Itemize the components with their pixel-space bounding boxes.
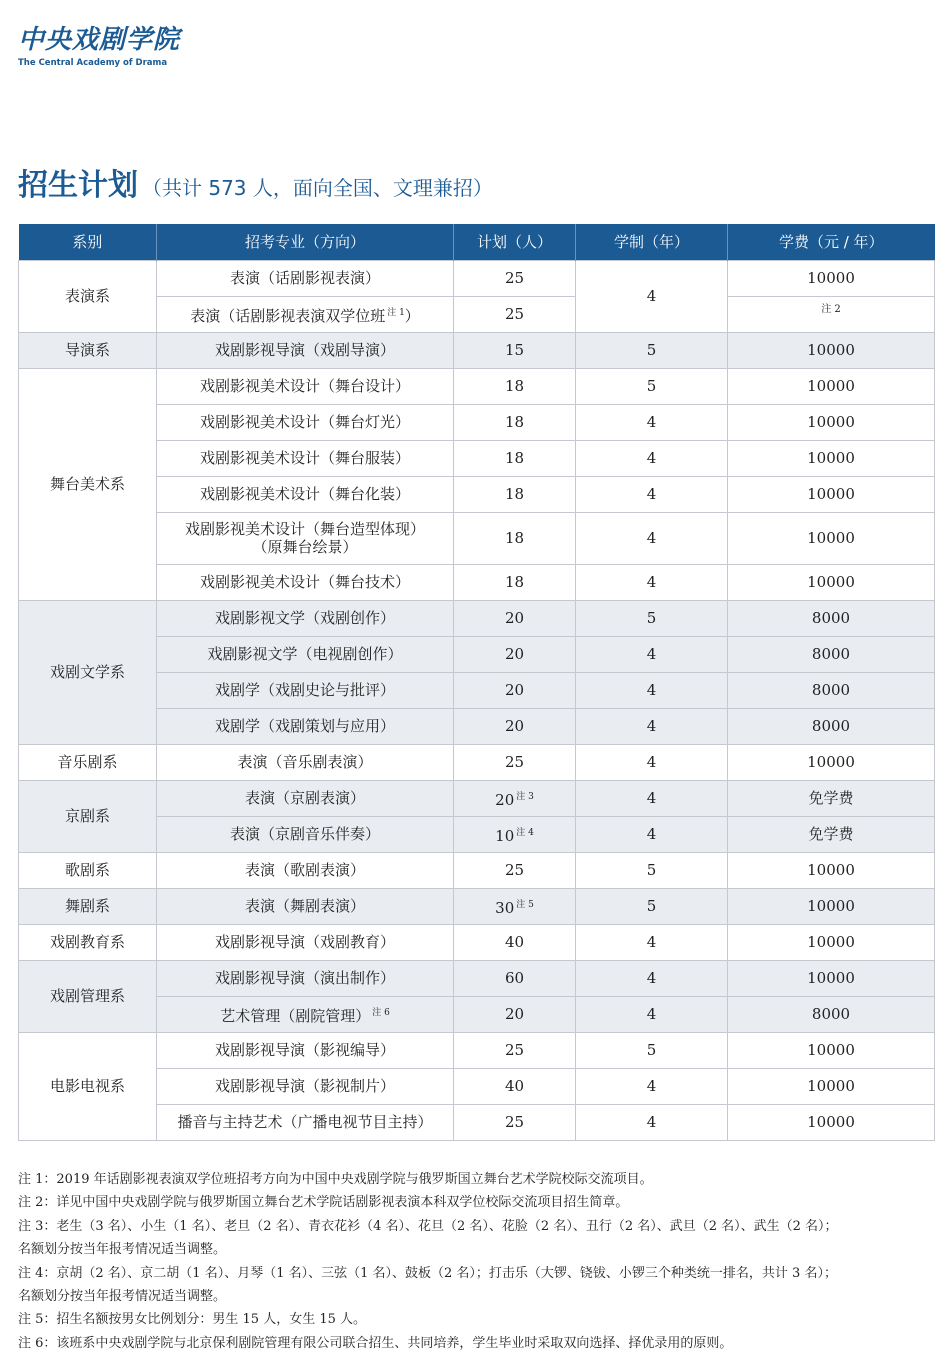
fee-cell: 10000 bbox=[728, 1068, 935, 1104]
fee-cell: 10000 bbox=[728, 404, 935, 440]
plan-cell: 20 bbox=[454, 996, 576, 1032]
dept-cell: 戏剧管理系 bbox=[19, 960, 157, 1032]
major-cell: 戏剧影视美术设计（舞台技术） bbox=[157, 564, 454, 600]
footnotes bbox=[18, 1168, 934, 1355]
major-line-2: （原舞台绘景） bbox=[252, 538, 358, 556]
plan-cell bbox=[454, 816, 576, 852]
major-cell: 戏剧影视文学（电视剧创作） bbox=[157, 636, 454, 672]
academy-logo bbox=[18, 24, 180, 68]
years-cell: 5 bbox=[576, 600, 728, 636]
table-row bbox=[19, 512, 935, 564]
major-cell: 表演（舞剧表演） bbox=[157, 888, 454, 924]
major-cell: 戏剧影视文学（戏剧创作） bbox=[157, 600, 454, 636]
plan-cell: 25 bbox=[454, 296, 576, 332]
fee-cell: 10000 bbox=[728, 960, 935, 996]
years-cell: 4 bbox=[576, 404, 728, 440]
fee-cell: 8000 bbox=[728, 672, 935, 708]
plan-cell: 18 bbox=[454, 476, 576, 512]
fee-cell: 10000 bbox=[728, 744, 935, 780]
dept-cell: 导演系 bbox=[19, 332, 157, 368]
dept-cell: 戏剧文学系 bbox=[19, 600, 157, 744]
plan-cell: 15 bbox=[454, 332, 576, 368]
fee-cell: 8000 bbox=[728, 636, 935, 672]
plan-value: 30 bbox=[495, 898, 515, 917]
fee-cell: 10000 bbox=[728, 512, 935, 564]
footnote-1: 注 1：2019 年话剧影视表演双学位班招考方向为中国中央戏剧学院与俄罗斯国立舞台艺术学院校际交流项目。 bbox=[18, 1172, 653, 1187]
dept-cell: 京剧系 bbox=[19, 780, 157, 852]
footnote-2: 注 2：详见中国中央戏剧学院与俄罗斯国立舞台艺术学院话剧影视表演本科双学位校际交流项目招生简章。 bbox=[18, 1195, 629, 1211]
years-cell: 4 bbox=[576, 512, 728, 564]
enrollment-table bbox=[18, 224, 935, 1141]
table-row bbox=[19, 996, 935, 1032]
plan-cell: 18 bbox=[454, 564, 576, 600]
table-row bbox=[19, 440, 935, 476]
major-text: 艺术管理（剧院管理） bbox=[220, 1006, 371, 1025]
years-cell: 5 bbox=[576, 1032, 728, 1068]
major-cell: 表演（话剧影视表演） bbox=[157, 260, 454, 296]
plan-value: 10 bbox=[495, 826, 515, 845]
plan-cell: 18 bbox=[454, 512, 576, 564]
table-row bbox=[19, 260, 935, 296]
table-row bbox=[19, 1068, 935, 1104]
page-title: 招生计划 bbox=[18, 168, 138, 203]
major-cell bbox=[157, 296, 454, 332]
plan-cell: 18 bbox=[454, 440, 576, 476]
major-cell bbox=[157, 512, 454, 564]
footnote-ref: 注 5 bbox=[516, 899, 534, 910]
fee-cell: 免学费 bbox=[728, 780, 935, 816]
footnote-ref: 注 4 bbox=[516, 827, 534, 838]
years-cell: 4 bbox=[576, 672, 728, 708]
table-row bbox=[19, 960, 935, 996]
table-row bbox=[19, 708, 935, 744]
footnote-6: 注 6：该班系中央戏剧学院与北京保利剧院管理有限公司联合招生、共同培养，学生毕业时采取双向选择、择优录用的原则。 bbox=[18, 1335, 733, 1351]
fee-cell: 免学费 bbox=[728, 816, 935, 852]
plan-cell bbox=[454, 780, 576, 816]
fee-cell: 10000 bbox=[728, 332, 935, 368]
footnote-ref: 注 1 bbox=[387, 307, 405, 318]
plan-cell: 25 bbox=[454, 852, 576, 888]
header-plan: 计划（人） bbox=[454, 224, 576, 260]
major-cell: 戏剧学（戏剧策划与应用） bbox=[157, 708, 454, 744]
plan-cell: 40 bbox=[454, 1068, 576, 1104]
major-cell: 戏剧影视导演（戏剧导演） bbox=[157, 332, 454, 368]
major-line-1: 戏剧影视美术设计（舞台造型体现） bbox=[184, 520, 425, 538]
logo-english: The Central Academy of Drama bbox=[18, 58, 168, 68]
fee-cell: 10000 bbox=[728, 924, 935, 960]
fee-cell: 10000 bbox=[728, 476, 935, 512]
table-row bbox=[19, 852, 935, 888]
major-cell: 戏剧影视美术设计（舞台化装） bbox=[157, 476, 454, 512]
plan-cell: 40 bbox=[454, 924, 576, 960]
dept-cell: 戏剧教育系 bbox=[19, 924, 157, 960]
table-row bbox=[19, 600, 935, 636]
years-cell: 5 bbox=[576, 888, 728, 924]
major-cell: 戏剧影视导演（影视制片） bbox=[157, 1068, 454, 1104]
dept-cell: 歌剧系 bbox=[19, 852, 157, 888]
fee-cell: 10000 bbox=[728, 564, 935, 600]
footnote-ref: 注 3 bbox=[516, 791, 534, 802]
footnote-4: 注 4：京胡（2 名）、京二胡（1 名）、月琴（1 名）、三弦（1 名）、鼓板（2 名）；打击乐（大锣、铙钹、小锣三个种类统一排名，共计 3 名）； bbox=[18, 1265, 837, 1281]
major-cell: 戏剧影视美术设计（舞台服装） bbox=[157, 440, 454, 476]
fee-cell: 10000 bbox=[728, 852, 935, 888]
footnote-3-cont: 名额划分按当年报考情况适当调整。 bbox=[18, 1242, 227, 1258]
years-cell: 4 bbox=[576, 1068, 728, 1104]
years-cell: 5 bbox=[576, 332, 728, 368]
plan-cell: 25 bbox=[454, 1032, 576, 1068]
plan-cell: 18 bbox=[454, 404, 576, 440]
years-cell: 4 bbox=[576, 708, 728, 744]
table-row bbox=[19, 1104, 935, 1140]
plan-cell: 20 bbox=[454, 636, 576, 672]
table-row bbox=[19, 816, 935, 852]
header-fee: 学费（元 / 年） bbox=[728, 224, 935, 260]
plan-cell: 18 bbox=[454, 368, 576, 404]
dept-cell: 音乐剧系 bbox=[19, 744, 157, 780]
plan-cell: 25 bbox=[454, 260, 576, 296]
footnote-3: 注 3：老生（3 名）、小生（1 名）、老旦（2 名）、青衣花衫（4 名）、花旦（2 名）、花脸（2 名）、丑行（2 名）、武旦（2 名）、武生（2 名）； bbox=[18, 1218, 838, 1234]
years-cell: 4 bbox=[576, 440, 728, 476]
table-row bbox=[19, 780, 935, 816]
dept-cell: 电影电视系 bbox=[19, 1032, 157, 1140]
fee-cell: 10000 bbox=[728, 440, 935, 476]
major-cell: 表演（京剧表演） bbox=[157, 780, 454, 816]
plan-cell: 25 bbox=[454, 1104, 576, 1140]
fee-cell: 10000 bbox=[728, 368, 935, 404]
major-cell: 戏剧影视导演（戏剧教育） bbox=[157, 924, 454, 960]
footnote-ref: 注 6 bbox=[372, 1007, 390, 1018]
logo-chinese: 中央戏剧学院 bbox=[18, 25, 181, 55]
table-row bbox=[19, 404, 935, 440]
table-row bbox=[19, 332, 935, 368]
years-cell: 4 bbox=[576, 960, 728, 996]
header-major: 招考专业（方向） bbox=[157, 224, 454, 260]
plan-cell: 20 bbox=[454, 600, 576, 636]
plan-cell: 20 bbox=[454, 708, 576, 744]
years-cell: 4 bbox=[576, 1104, 728, 1140]
dept-cell: 表演系 bbox=[19, 260, 157, 332]
dept-cell: 舞台美术系 bbox=[19, 368, 157, 600]
years-cell: 4 bbox=[576, 476, 728, 512]
major-text: 表演（话剧影视表演双学位班 bbox=[190, 306, 386, 325]
years-cell: 5 bbox=[576, 852, 728, 888]
years-cell: 4 bbox=[576, 260, 728, 332]
table-row bbox=[19, 744, 935, 780]
table-row bbox=[19, 924, 935, 960]
years-cell: 4 bbox=[576, 636, 728, 672]
plan-cell: 25 bbox=[454, 744, 576, 780]
footnote-5: 注 5：招生名额按男女比例划分：男生 15 人，女生 15 人。 bbox=[18, 1312, 367, 1328]
major-cell: 戏剧学（戏剧史论与批评） bbox=[157, 672, 454, 708]
header-years: 学制（年） bbox=[576, 224, 728, 260]
fee-cell: 8000 bbox=[728, 996, 935, 1032]
table-row bbox=[19, 564, 935, 600]
years-cell: 4 bbox=[576, 924, 728, 960]
table-row bbox=[19, 1032, 935, 1068]
fee-cell: 10000 bbox=[728, 1032, 935, 1068]
major-cell: 戏剧影视导演（影视编导） bbox=[157, 1032, 454, 1068]
years-cell: 4 bbox=[576, 780, 728, 816]
major-text-end: ） bbox=[404, 306, 420, 325]
major-cell: 表演（歌剧表演） bbox=[157, 852, 454, 888]
fee-cell: 8000 bbox=[728, 600, 935, 636]
years-cell: 4 bbox=[576, 996, 728, 1032]
years-cell: 4 bbox=[576, 744, 728, 780]
years-cell: 4 bbox=[576, 564, 728, 600]
major-cell: 戏剧影视美术设计（舞台灯光） bbox=[157, 404, 454, 440]
major-cell: 表演（音乐剧表演） bbox=[157, 744, 454, 780]
table-row bbox=[19, 296, 935, 332]
fee-cell: 8000 bbox=[728, 708, 935, 744]
header-dept: 系别 bbox=[19, 224, 157, 260]
table-header-row bbox=[19, 224, 935, 260]
fee-cell: 10000 bbox=[728, 260, 935, 296]
years-cell: 4 bbox=[576, 816, 728, 852]
table-row bbox=[19, 636, 935, 672]
plan-cell: 20 bbox=[454, 672, 576, 708]
plan-cell: 60 bbox=[454, 960, 576, 996]
page-heading bbox=[18, 160, 493, 204]
table-row bbox=[19, 888, 935, 924]
years-cell: 5 bbox=[576, 368, 728, 404]
major-cell: 戏剧影视美术设计（舞台设计） bbox=[157, 368, 454, 404]
fee-cell: 10000 bbox=[728, 1104, 935, 1140]
fee-cell: 注 2 bbox=[728, 296, 935, 332]
table-row bbox=[19, 368, 935, 404]
table-row bbox=[19, 672, 935, 708]
fee-cell: 10000 bbox=[728, 888, 935, 924]
major-cell: 戏剧影视导演（演出制作） bbox=[157, 960, 454, 996]
table-row bbox=[19, 476, 935, 512]
plan-value: 20 bbox=[495, 790, 515, 809]
dept-cell: 舞剧系 bbox=[19, 888, 157, 924]
plan-cell bbox=[454, 888, 576, 924]
major-cell: 播音与主持艺术（广播电视节目主持） bbox=[157, 1104, 454, 1140]
footnote-4-cont: 名额划分按当年报考情况适当调整。 bbox=[18, 1289, 227, 1305]
page-subtitle: （共计 573 人，面向全国、文理兼招） bbox=[142, 176, 493, 200]
major-cell: 表演（京剧音乐伴奏） bbox=[157, 816, 454, 852]
major-cell bbox=[157, 996, 454, 1032]
